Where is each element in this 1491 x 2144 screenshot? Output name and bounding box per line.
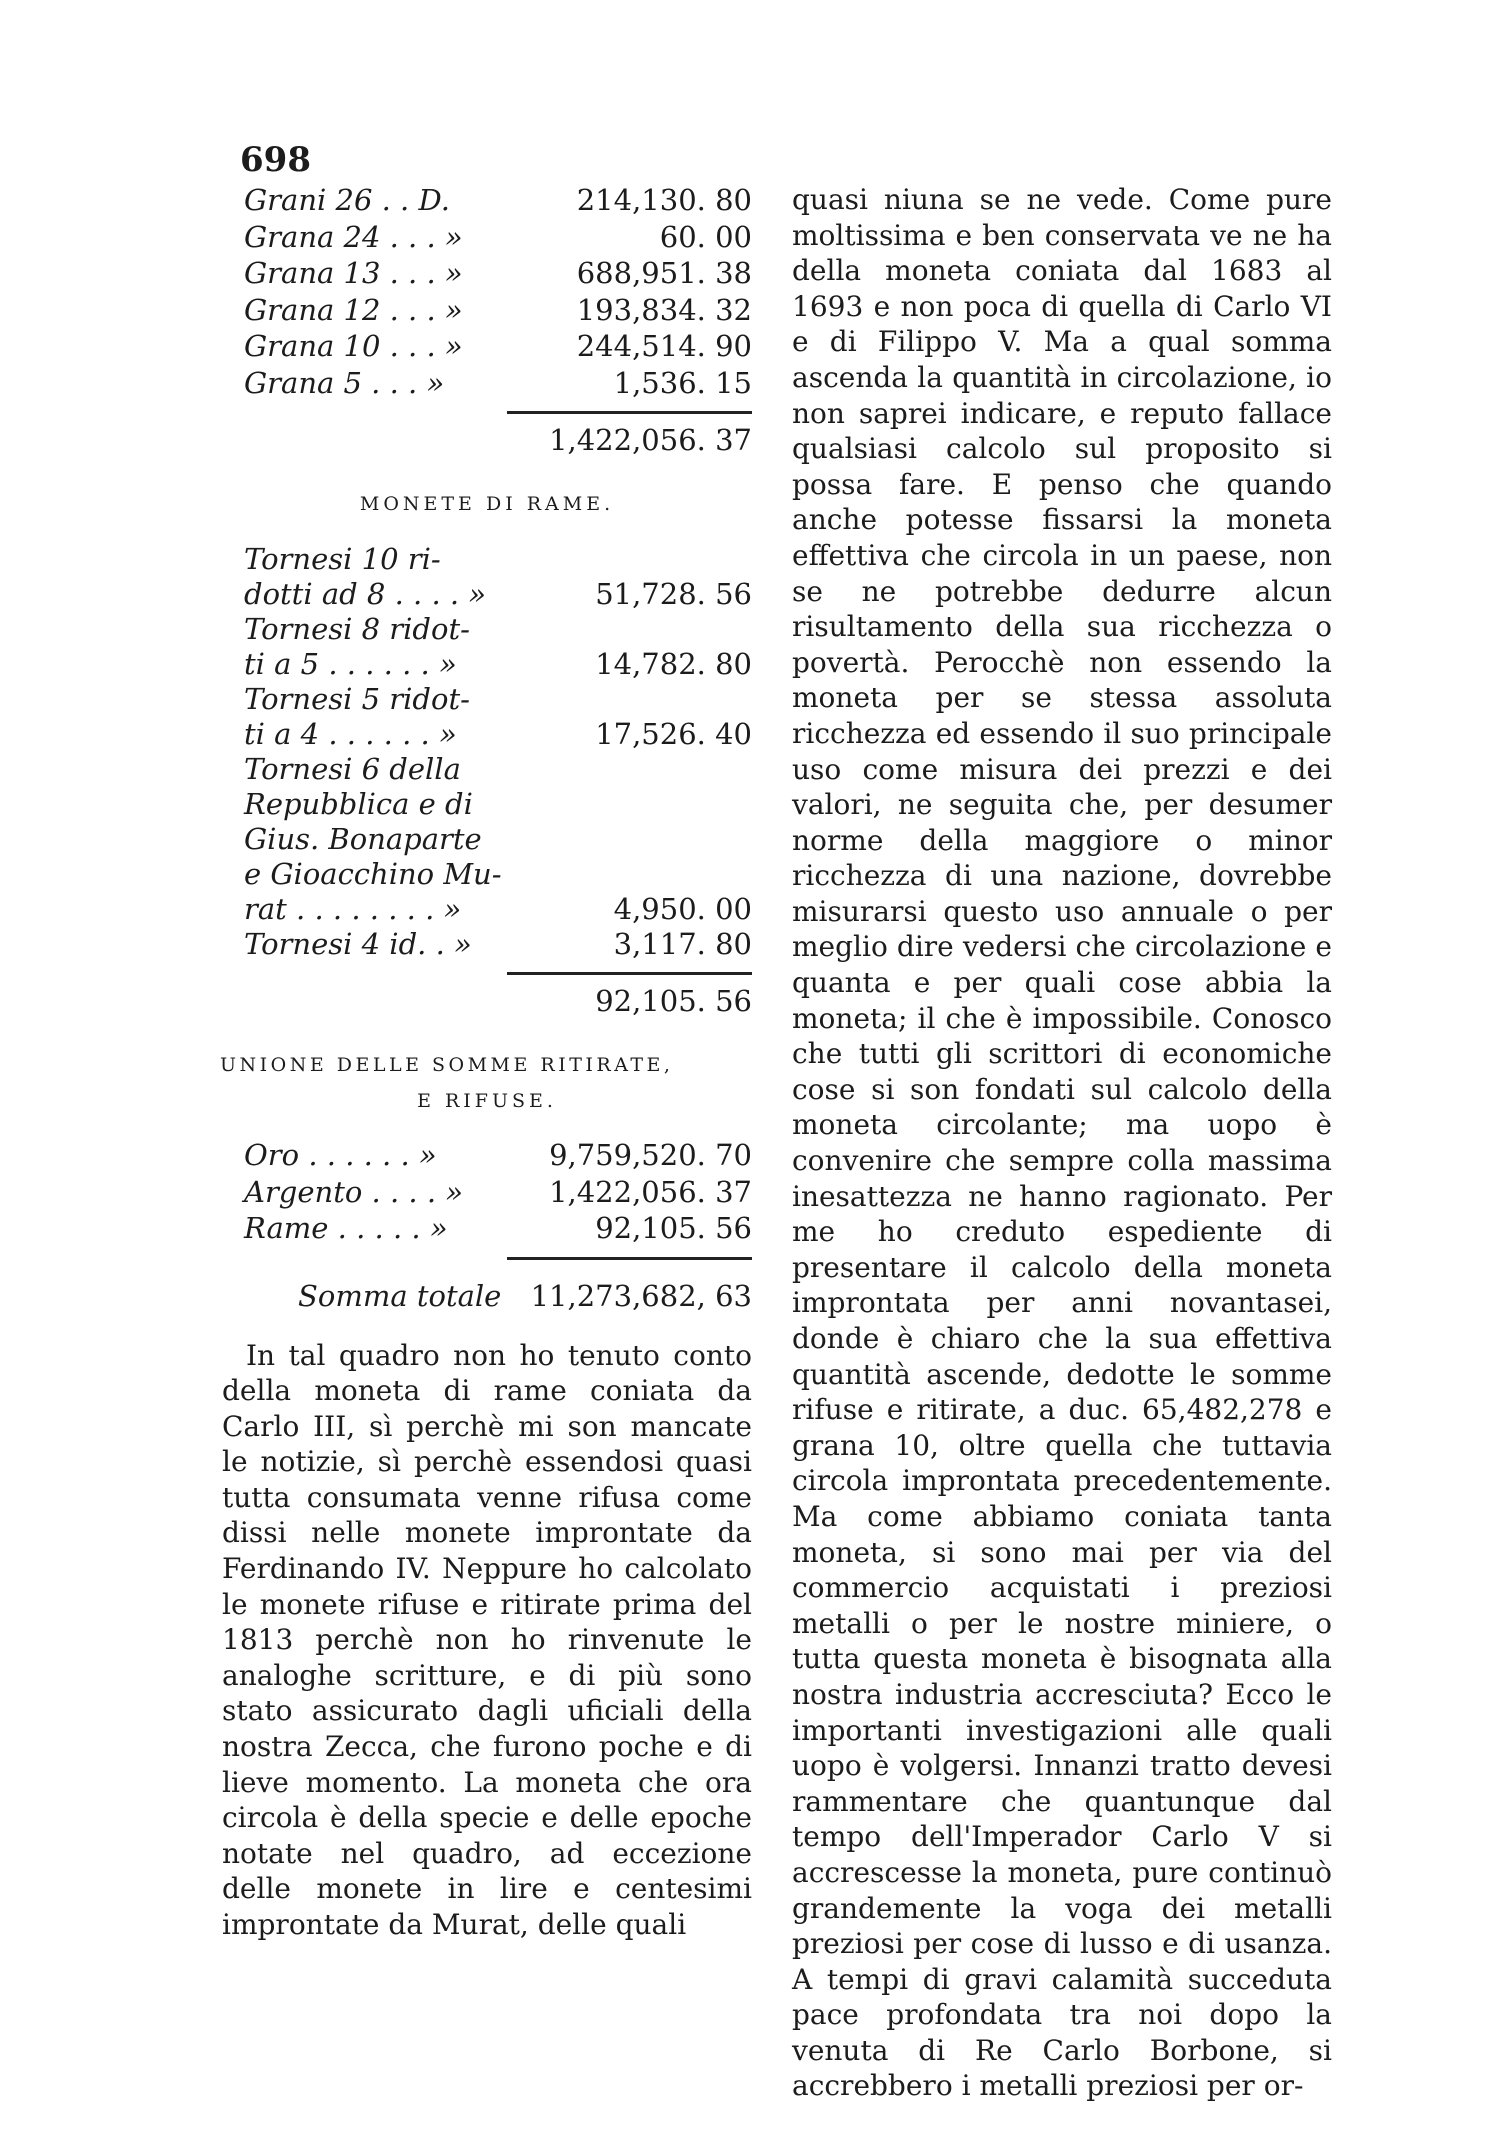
row-label: Tornesi 8 ridot-	[244, 612, 470, 646]
row-label: Repubblica e di	[244, 787, 473, 821]
row-label: Oro . . . . . . »	[244, 1138, 437, 1172]
row-label: Grana 5 . . . »	[244, 365, 445, 400]
left-paragraph: In tal quadro non ho tenuto conto della moneta di rame coniata da Carlo III, sì perchè mi son mancate le notizie, sì perchè essendosi quasi tutta consumata venne rifusa come dissi nelle monete improntate da Ferdinando IV. Neppure ho calcolato le monete rifuse e ritirate prima del 1813 perchè non ho rinvenute le analoghe scritture, e di più sono stato assicurato dagli uficiali della nostra Zecca, che furono poche e di lieve momento. La moneta che ora circola è della specie e delle epoche notate nel quadro, ad eccezione delle monete in lire e centesimi improntate da Murat, delle quali	[222, 1338, 752, 1941]
table-row	[222, 182, 752, 219]
silver-coin-table	[222, 182, 752, 460]
row-value: 9,759,520. 70	[549, 1138, 752, 1172]
grand-total-label: Somma totale	[298, 1278, 502, 1313]
row-value: 214,130. 80	[576, 183, 752, 217]
table-row	[222, 857, 752, 892]
copper-heading: MONETE DI RAME.	[359, 493, 615, 515]
table-row	[222, 1137, 752, 1174]
grand-total-row	[222, 1274, 752, 1318]
sum-rule	[507, 411, 752, 414]
row-value: 17,526. 40	[595, 717, 752, 751]
right-column	[792, 182, 1332, 2104]
row-value: 1,422,056. 37	[549, 1174, 752, 1209]
copper-total: 92,105. 56	[595, 984, 752, 1018]
table-row	[222, 682, 752, 717]
table-row	[222, 328, 752, 365]
row-label: ti a 5 . . . . . . »	[244, 647, 457, 681]
table-row	[222, 1210, 752, 1247]
row-label: Grana 12 . . . »	[244, 292, 463, 327]
table-row	[222, 892, 752, 927]
sum-rule	[507, 1257, 752, 1260]
table-row	[222, 255, 752, 292]
table-row	[222, 365, 752, 402]
row-value: 193,834. 32	[576, 292, 752, 327]
left-column	[222, 182, 752, 1943]
union-heading-line2: E RIFUSE.	[417, 1090, 557, 1112]
row-label: Gius. Bonaparte	[244, 822, 482, 856]
copper-coin-table	[222, 542, 752, 1021]
silver-total: 1,422,056. 37	[549, 423, 752, 457]
row-value: 3,117. 80	[613, 927, 752, 961]
sum-rule	[507, 972, 752, 975]
row-label: Grana 24 . . . »	[244, 219, 463, 254]
row-value: 244,514. 90	[576, 329, 752, 363]
row-label: e Gioacchino Mu-	[244, 857, 502, 891]
union-heading: UNIONE DELLE SOMME RITIRATE,	[220, 1054, 674, 1076]
row-label: Rame . . . . . »	[244, 1211, 448, 1245]
table-row	[222, 219, 752, 256]
table-row	[222, 822, 752, 857]
row-value: 688,951. 38	[576, 256, 752, 290]
row-label: rat . . . . . . . . »	[244, 892, 462, 926]
table-row	[222, 927, 752, 962]
row-label: Tornesi 4 id. . »	[244, 927, 472, 961]
page-number: 698	[240, 140, 311, 180]
row-label: Grana 10 . . . »	[244, 329, 463, 363]
row-label: Tornesi 5 ridot-	[244, 682, 470, 716]
row-value: 1,536. 15	[613, 365, 752, 400]
table-row	[222, 717, 752, 752]
row-value: 60. 00	[659, 219, 752, 254]
union-table	[222, 1137, 752, 1318]
table-row	[222, 577, 752, 612]
table-row	[222, 752, 752, 787]
row-value: 51,728. 56	[595, 577, 752, 611]
row-value: 14,782. 80	[595, 647, 752, 681]
row-label: Grana 13 . . . »	[244, 256, 463, 290]
row-label: Grani 26 . . D.	[244, 183, 450, 217]
grand-total-value: 11,273,682, 63	[530, 1278, 752, 1313]
row-label: Tornesi 6 della	[244, 752, 461, 786]
row-label: Argento . . . . »	[244, 1174, 464, 1209]
row-label: dotti ad 8 . . . . »	[244, 577, 487, 611]
table-row	[222, 1174, 752, 1211]
right-paragraph: quasi niuna se ne vede. Come pure moltissima e ben conservata ve ne ha della moneta coniata dal 1683 al 1693 e non poca di quella di Carlo VI e di Filippo V. Ma a qual somma ascenda la quantità in circolazione, io non saprei indicare, e reputo fallace qualsiasi calcolo sul proposito si possa fare. E penso che quando anche potesse fissarsi la moneta effettiva che circola in un paese, non se ne potrebbe dedurre alcun risultamento della sua ricchezza o povertà. Perocchè non essendo la moneta per se stessa assoluta ricchezza ed essendo il suo principale uso come misura dei prezzi e dei valori, ne seguita che, per desumer norme della maggiore o minor ricchezza di una nazione, dovrebbe misurarsi questo uso annuale o per meglio dire vedersi che circolazione e quanta e per quali cose abbia la moneta; il che è impossibile. Conosco che tutti gli scrittori di economiche cose si son fondati sul calcolo della moneta circolante; ma uopo è convenire che sempre colla massima inesattezza ne hanno ragionato. Per me ho creduto espediente di presentare il calcolo della moneta improntata per anni novantasei, donde è chiaro che la sua effettiva quantità ascende, dedotte le somme rifuse e ritirate, a duc. 65,482,278 e grana 10, oltre quella che tuttavia circola improntata precedentemente. Ma come abbiamo coniata tanta moneta, si sono mai per via del commercio acquistati i preziosi metalli o per le nostre miniere, o tutta questa moneta è bisognata alla nostra industria accresciuta? Ecco le importanti investigazioni alle quali uopo è volgersi. Innanzi tratto devesi rammentare che quantunque dal tempo dell'Imperador Carlo V si accrescesse la moneta, pure continuò grandemente la voga dei metalli preziosi per cose di lusso e di usanza. A tempi di gravi calamità succeduta pace profondata tra noi dopo la venuta di Re Carlo Borbone, si accrebbero i metalli preziosi per or-	[792, 183, 1332, 2103]
row-value: 4,950. 00	[613, 892, 752, 926]
row-value: 92,105. 56	[595, 1211, 752, 1245]
table-row	[222, 292, 752, 329]
table-row	[222, 542, 752, 577]
row-label: Tornesi 10 ri-	[244, 542, 441, 576]
row-label: ti a 4 . . . . . . »	[244, 717, 457, 751]
table-row	[222, 787, 752, 822]
table-row	[222, 647, 752, 682]
table-row	[222, 612, 752, 647]
